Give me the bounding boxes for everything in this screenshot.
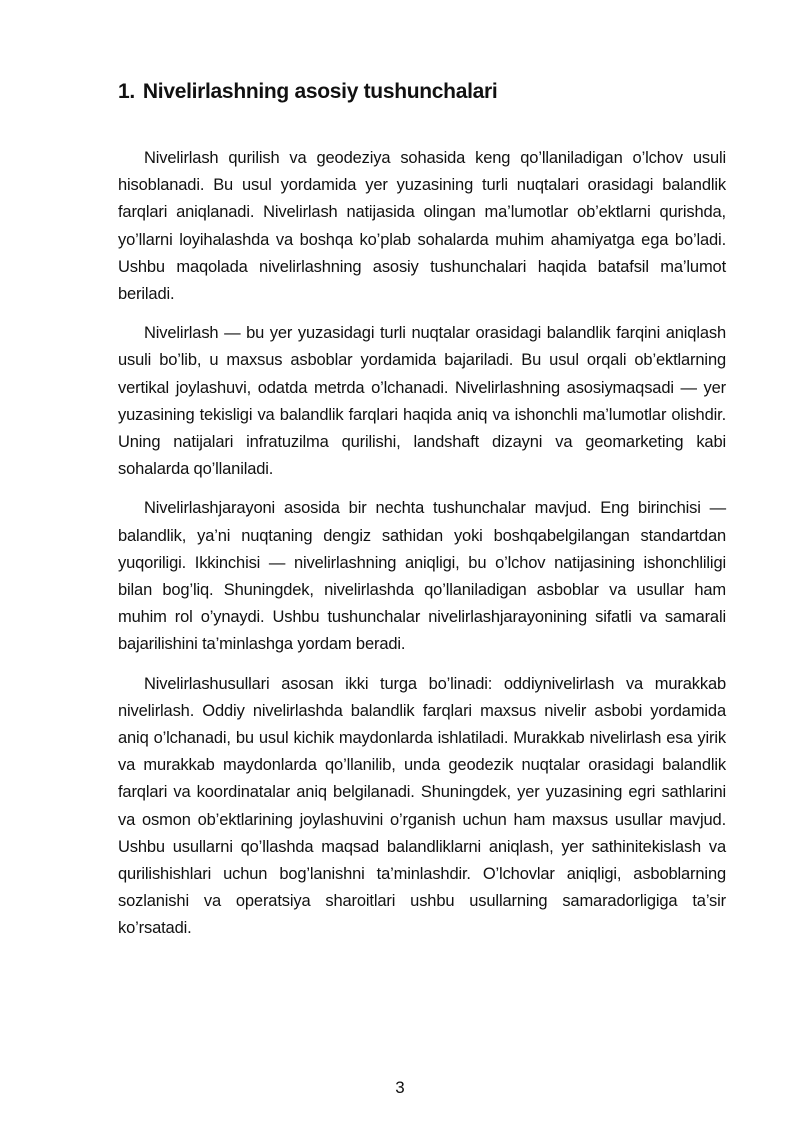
paragraph-methods: Nivelirlashusullari asosan ikki turga bo’linadi: oddiynivelirlash va murakkab nivelirlash. Oddiy nivelirlashda balandlik farqlari maxsus nivelir asbobi yordamida aniq o’lchanadi, bu usul kichik maydonlarda ishlatiladi. Murakkab nivelirlash esa yirik va murakkab maydonlarda qo’llanilib, unda geodezik nuqtalar orasidagi balandlik farqlari va koordinatalar aniq belgilanadi. Shuningdek, yer yuzasining egri sathlarini va osmon ob’ektlarining joylashuvini o’rganish uchun ham maxsus usullar mavjud. Ushbu usullarni qo’llashda maqsad balandliklarni aniqlash, yer sathinitekislash va qurilishishlari uchun bog’lanishni ta’minlashdir. O’lchovlar aniqligi, asboblarning sozlanishi va operatsiya sharoitlari ushbu usullarning samaradorligiga ta’sir ko’rsatadi. [118,674,726,938]
body-text [118,145,726,955]
paragraph-definition: Nivelirlash — bu yer yuzasidagi turli nuqtalar orasidagi balandlik farqini aniqlash usuli bo’lib, u maxsus asboblar yordamida bajariladi. Bu usul orqali ob’ektlarning vertikal joylashuvi, odatda metrda o’lchanadi. Nivelirlashning asosiymaqsadi — yer yuzasining tekisligi va balandlik farqlari haqida aniq va ishonchli ma’lumotlar olishdir. Uning natijalari infratuzilma qurilishi, landshaft dizayni va geomarketing kabi sohalarda qo’llaniladi. [118,324,726,479]
page-number: 3 [395,1078,405,1097]
section-heading [118,80,718,104]
paragraph-concepts: Nivelirlashjarayoni asosida bir nechta tushunchalar mavjud. Eng birinchisi — balandlik, ya’ni nuqtaning dengiz sathidan yoki boshqabelgilangan standartdan yuqoriligi. Ikkinchisi — nivelirlashning aniqligi, bu o’lchov natijasining ishonchliligi bilan bog’liq. Shuningdek, nivelirlashda qo’llaniladigan asboblar va usullar ham muhim rol o’ynaydi. Ushbu tushunchalar nivelirlashjarayonining sifatli va samarali bajarilishini ta’minlashga yordam beradi. [118,499,726,654]
section-title: Nivelirlashning asosiy tushunchalari [142,80,498,103]
section-number: 1. [118,80,135,103]
paragraph-intro: Nivelirlash qurilish va geodeziya sohasida keng qo’llaniladigan o’lchov usuli hisoblanadi. Bu usul yordamida yer yuzasining turli nuqtalari orasidagi balandlik farqlari aniqlanadi. Nivelirlash natijasida olingan ma’lumotlar ob’ektlarni qurishda, yo’llarni loyihalashda va boshqa ko’plab sohalarda muhim ahamiyatga ega bo’ladi. Ushbu maqolada nivelirlashning asosiy tushunchalari haqida batafsil ma’lumot beriladi. [118,149,726,304]
